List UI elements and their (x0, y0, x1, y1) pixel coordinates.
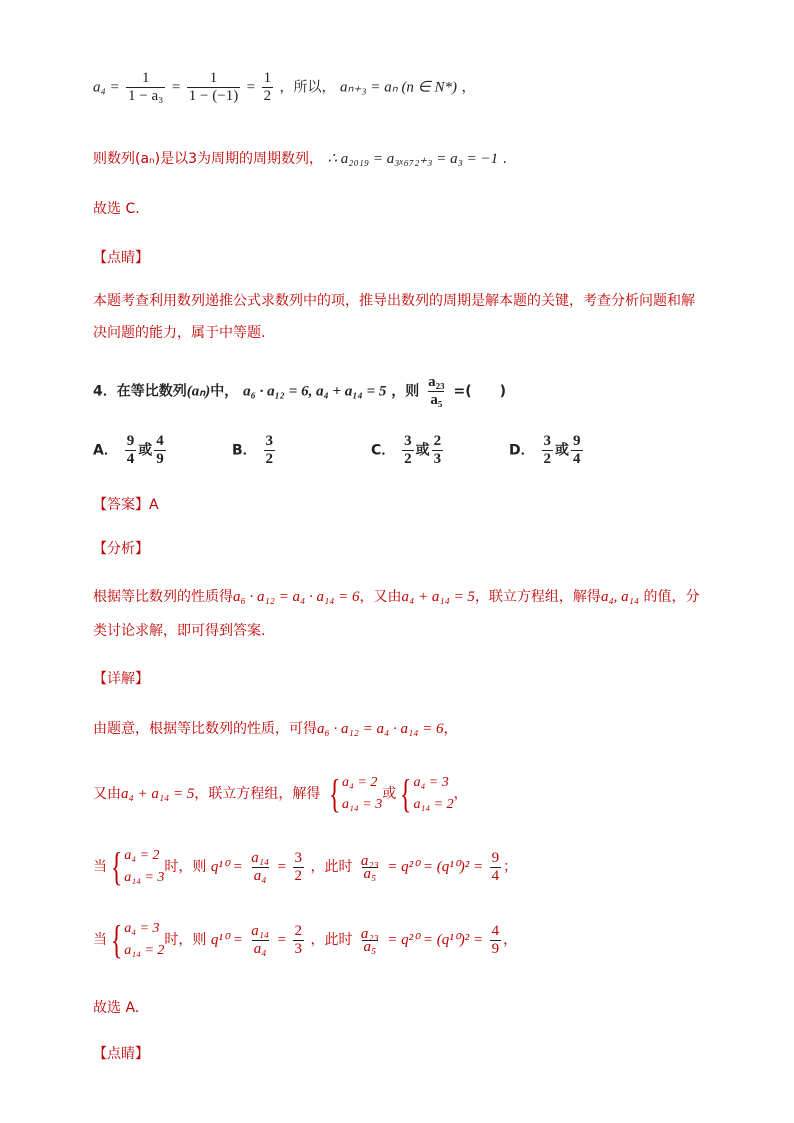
numerator: a₂₃ (428, 374, 445, 390)
text: =( ) (453, 383, 507, 400)
fraction (402, 433, 414, 468)
math: a₄ + a₁₄ = 5 (401, 589, 475, 605)
denominator: 4 (573, 451, 581, 467)
text: ， (461, 79, 476, 96)
heading-fenxi: 【分析】 (93, 541, 149, 557)
math: = q²⁰ = (q¹⁰)² = (387, 859, 484, 875)
heading-dianjing-2: 【点睛】 (93, 1046, 149, 1062)
system-row: a₁₄ = 2 (413, 797, 454, 812)
fraction (432, 433, 444, 468)
or-text: 或 (138, 442, 153, 459)
math: = q²⁰ = (q¹⁰)² = (387, 932, 484, 948)
denominator: a₅ (363, 865, 377, 882)
text: 时，则 (164, 932, 207, 948)
comment-paragraph-line2: 决问题的能力，属于中等题. (93, 325, 266, 341)
system-row: a₁₄ = 2 (124, 943, 165, 958)
numerator: 3 (294, 849, 302, 866)
text: ， (453, 786, 468, 802)
detail-line1 (93, 718, 458, 738)
text: ，此时 (310, 932, 353, 948)
detail-line2 (93, 772, 468, 816)
text: 时，则 (164, 859, 207, 875)
fraction (490, 850, 502, 885)
numerator: 9 (126, 433, 135, 449)
denominator: 1 − a₃ (128, 88, 164, 104)
math-recurrence: aₙ₊₃ = aₙ (n ∈ N*) (339, 79, 458, 96)
detail-case1 (93, 845, 517, 889)
fraction (126, 70, 165, 105)
denominator: a₄ (253, 940, 267, 957)
math-condition: a₆ · a₁₂ = 6, a₄ + a₁₄ = 5 (243, 383, 387, 400)
equals: = (277, 859, 287, 875)
math: q¹⁰ = (210, 932, 243, 948)
numerator: 3 (543, 433, 551, 449)
math: a₆ · a₁₂ = a₄ · a₁₄ = 6 (317, 721, 444, 737)
denominator: 1 − (−1) (188, 88, 239, 104)
text: 当 (93, 932, 107, 948)
fraction (125, 433, 137, 468)
option-a (93, 433, 168, 468)
denominator: 3 (294, 940, 302, 957)
numerator: 1 (263, 70, 272, 86)
denominator: 2 (263, 88, 272, 104)
math-a2019: ∴ a₂₀₁₉ = a₃ₓ₆₇₂₊₃ = a₃ = −1 (327, 151, 499, 167)
text: ，则 (391, 383, 420, 400)
option-b (232, 433, 277, 468)
period-statement (93, 148, 507, 168)
numerator: 9 (573, 433, 581, 449)
denominator: 9 (491, 940, 500, 957)
fraction (249, 850, 271, 885)
math: a₆ · a₁₂ = a₄ · a₁₄ = 6 (233, 589, 360, 605)
answer (93, 494, 159, 514)
equals: = (246, 79, 256, 96)
comment-paragraph-line1: 本题考查利用数列递推公式求数列中的项，推导出数列的周期是解本题的关键，考查分析问题和解 (93, 293, 695, 309)
math: a₄, a₁₄ (600, 589, 640, 605)
numerator: 4 (156, 433, 164, 449)
or-text: 或 (382, 786, 397, 802)
text: ； (503, 859, 518, 875)
text: 当 (93, 859, 107, 875)
denominator: 2 (543, 451, 551, 467)
text: 中， (210, 383, 239, 400)
fraction (293, 923, 305, 958)
system-row: a₄ = 3 (124, 921, 160, 936)
answer-value: A (149, 497, 159, 513)
equation-system: { a₄ = 2 a₁₄ = 3 (328, 771, 383, 816)
equation-system: { a₄ = 2 a₁₄ = 3 (110, 844, 165, 889)
question-4 (93, 374, 506, 409)
numerator: 2 (294, 922, 302, 939)
equation-line-a4 (93, 70, 475, 105)
fraction (262, 70, 274, 105)
denominator: a₅ (430, 392, 443, 408)
system-row: a₄ = 3 (413, 775, 449, 790)
system-row: a₁₄ = 3 (342, 797, 383, 812)
equals: = (171, 79, 181, 96)
equation-system: { a₄ = 3 a₁₄ = 2 (110, 917, 165, 962)
fraction (187, 70, 240, 105)
math: q¹⁰ = (210, 859, 243, 875)
text: 则数列(aₙ)是以3为周期的周期数列， (93, 151, 323, 167)
heading-xiangjie: 【详解】 (93, 671, 149, 687)
fraction (359, 925, 381, 955)
numerator: a₂₃ (360, 852, 379, 869)
text: 根据等比数列的性质得 (93, 589, 233, 605)
denominator: 4 (491, 867, 500, 884)
denominator: a₄ (253, 867, 267, 884)
text: ，联立方程组，解得 (194, 786, 321, 802)
option-label: A． (93, 442, 118, 459)
denominator: 2 (294, 867, 302, 884)
option-label: D． (509, 442, 535, 459)
heading-dianjing: 【点睛】 (93, 250, 149, 266)
math: a₄ + a₁₄ = 5 (121, 786, 195, 802)
math-a4: a₄ = (93, 79, 120, 96)
fraction (426, 374, 447, 409)
numerator: 4 (491, 922, 500, 939)
system-row: a₄ = 2 (342, 775, 378, 790)
denominator: 9 (156, 451, 164, 467)
question-number: 4．在等比数列 (93, 383, 187, 400)
fraction (154, 433, 166, 468)
denominator: 2 (404, 451, 412, 467)
equation-system: { a₄ = 3 a₁₄ = 2 (400, 771, 454, 816)
denominator: 2 (265, 451, 274, 467)
text: 的值，分 (643, 589, 700, 605)
text: ， (503, 932, 518, 948)
text: 又由 (93, 786, 121, 802)
numerator: 3 (404, 433, 412, 449)
text: ， (443, 721, 458, 737)
fraction (249, 923, 271, 958)
fraction (264, 433, 276, 468)
numerator: 9 (491, 849, 500, 866)
or-text: 或 (415, 442, 430, 459)
answer-tag: 【答案】 (93, 497, 149, 513)
text: ，又由 (359, 589, 402, 605)
text: ，此时 (310, 859, 353, 875)
system-row: a₄ = 2 (124, 848, 160, 863)
denominator: 3 (433, 451, 442, 467)
analysis-line2: 类讨论求解，即可得到答案. (93, 623, 266, 639)
system-row: a₁₄ = 3 (124, 870, 165, 885)
numerator: 1 (209, 70, 218, 86)
denominator: a₅ (363, 938, 377, 955)
option-d (509, 433, 585, 468)
numerator: a₁₄ (251, 849, 270, 866)
option-label: C． (371, 442, 396, 459)
numerator: a₂₃ (360, 925, 379, 942)
numerator: 3 (265, 433, 274, 449)
denominator: 4 (126, 451, 135, 467)
text: 由题意，根据等比数列的性质，可得 (93, 721, 317, 737)
option-c (371, 433, 445, 468)
fraction (359, 852, 381, 882)
option-label: B． (232, 442, 257, 459)
fraction (571, 433, 583, 468)
equals: = (277, 932, 287, 948)
text: . (502, 151, 507, 167)
numerator: 2 (433, 433, 442, 449)
numerator: 1 (141, 70, 150, 86)
choose-a: 故选 A. (93, 1000, 140, 1016)
text: ，联立方程组，解得 (474, 589, 601, 605)
detail-case2 (93, 918, 517, 962)
or-text: 或 (555, 442, 569, 459)
fraction (293, 850, 305, 885)
analysis-line1 (93, 586, 700, 606)
choose-c: 故选 C. (93, 201, 140, 217)
text: ，所以， (279, 79, 336, 96)
fraction (542, 433, 554, 468)
fraction (490, 923, 502, 958)
math-sequence: (aₙ) (186, 383, 211, 400)
numerator: a₁₄ (251, 922, 270, 939)
